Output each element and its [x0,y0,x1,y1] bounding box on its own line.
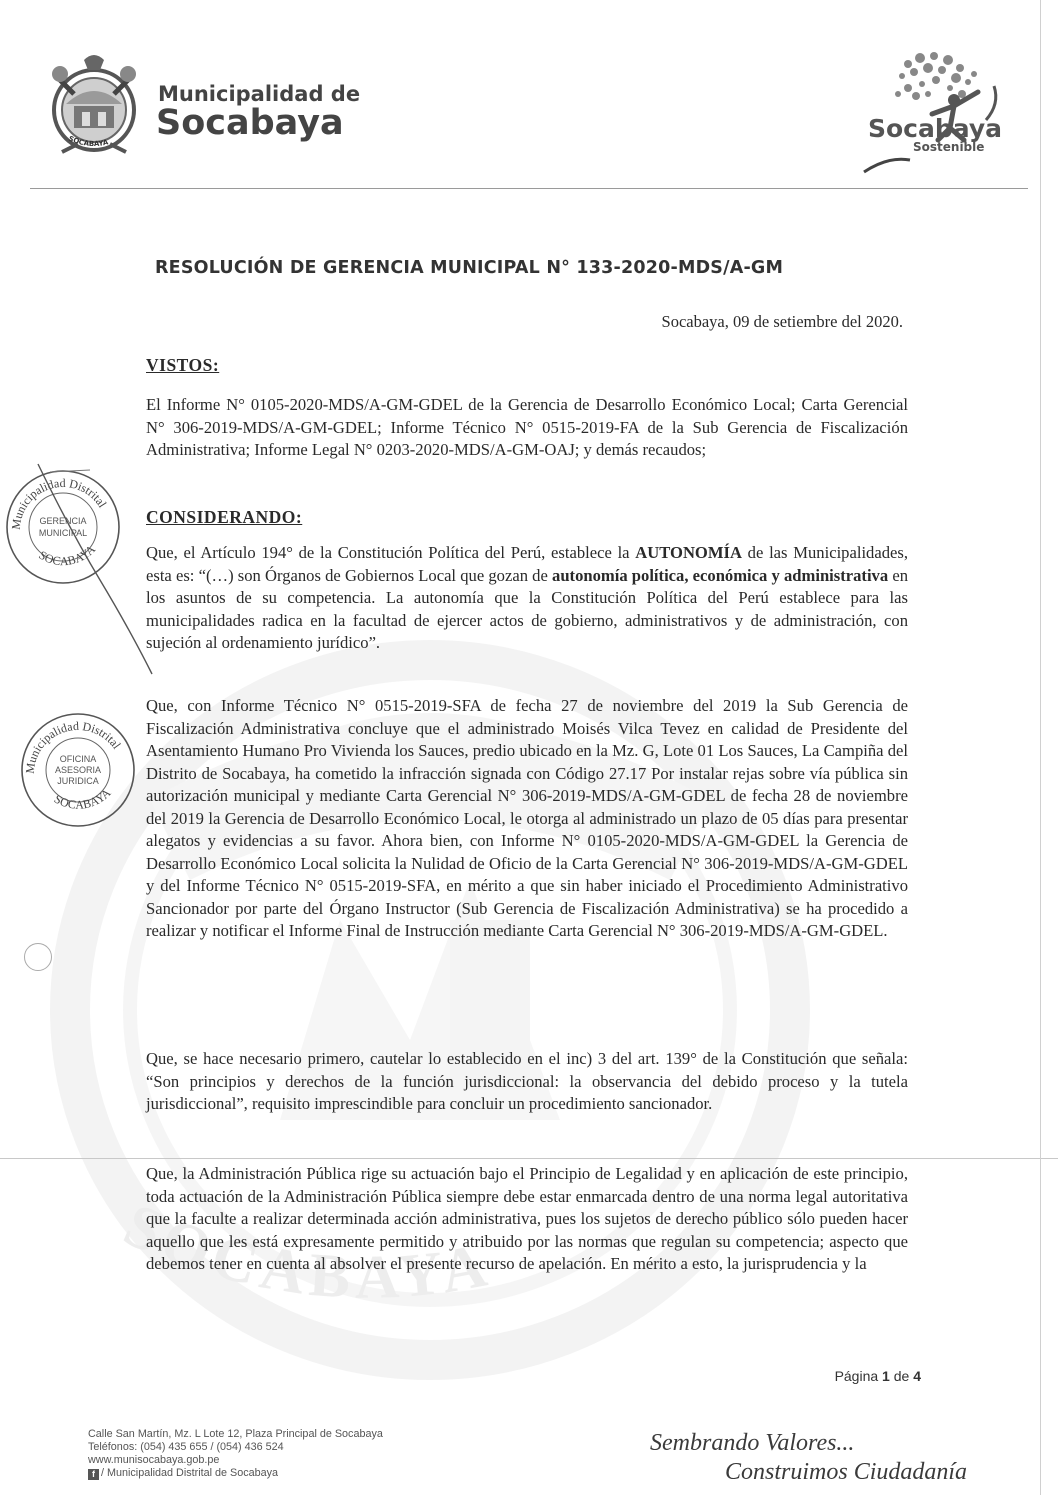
stamp2-top-text: Municipalidad Distrital [22,718,124,775]
vistos-heading: VISTOS: [146,355,220,375]
seal-text: SOCABAYA [67,134,109,149]
stamp1-line1: GERENCIA [39,516,87,526]
paragraph-informe-tecnico: Que, con Informe Técnico N° 0515-2019-SFA de fecha 27 de noviembre del 2019 la Sub Gerencia de Fiscalización Administrativa concluye que el administrado Moisés Vilca Tevez en calidad de Presidente del Asentamiento Humano Pro Vivienda los Sauces, predio ubicado en la Mz. G, Lote 01 Los Sauces, La Campiña del Distrito de Socabaya, ha cometido la infracción signada con Código 27.17 Por instalar rejas sobre vía pública sin autorización municipal y mediante Carta Gerencial N° 306-2019-MDS/A-GM-GDEL de fecha 28 de noviembre del 2019 la Gerencia de Desarrollo Económico Local, le otorga al administrado un plazo de 05 días para presentar alegatos y evidencias a su favor. Ahora bien, con Informe N° 0105-2020-MDS/A-GM-GDEL la Gerencia de Desarrollo Económico Local solicita la Nulidad de Oficio de la Carta Gerencial N° 306-2019-MDS/A-GM-GDEL y del Informe Técnico N° 0515-2019-SFA, en mérito a que sin haber iniciado el Procedimiento Administrativo Sancionador por parte del Órgano Instructor (Sub Gerencia de Fiscalización Administrativa) se ha procedido a realizar y notificar el Informe Final de Instrucción mediante Carta Gerencial N° 306-2019-MDS/A-GM-GDEL. [146,696,908,940]
stamp1-line2: MUNICIPAL [38,528,88,538]
stamp1-bottom-text: SOCABAYA [36,542,99,569]
p1-bold-autonomia-politica: autonomía política, económica y administrativa [552,565,889,585]
stamp2-line2: ASESORIA [54,765,102,775]
slogan-line-1: Sembrando Valores... [650,1430,855,1456]
sostenible-tree-logo [858,44,1014,178]
page-label: Página [834,1368,883,1384]
slogan-line-2: Construimos Ciudadanía [725,1459,968,1485]
footer-facebook: / Municipalidad Distrital de Socabaya [101,1467,279,1479]
p1-text-a: Que, el Artículo 194° de la Constitución Política del Perú, establece la [146,543,636,562]
resolution-title: RESOLUCIÓN DE GERENCIA MUNICIPAL N° 133-2020-MDS/A-GM [155,258,784,278]
footer-contact [88,1428,383,1480]
footer-facebook-row[interactable] [88,1467,383,1480]
header-divider [30,188,1028,189]
watermark-text: SOCABAYA [114,1190,498,1312]
stamp2-line3: JURIDICA [57,776,99,786]
stamp1-top-text: Municipalidad Distrital [8,475,110,531]
page-number [835,1368,921,1384]
municipality-name: Socabaya [156,103,344,143]
stamp2-bottom-text: SOCABAYA [51,785,114,812]
footer-website[interactable]: www.munisocabaya.gob.pe [88,1454,220,1466]
scan-fold-line [0,1158,1058,1159]
page-of: de [889,1368,914,1384]
brand-name: Socabaya [868,114,1003,143]
paragraph-autonomia [146,542,908,655]
paragraph-debido-proceso: Que, se hace necesario primero, cautelar lo establecido en el inc) 3 del art. 139° de la Constitución que señala: “Son principios y derechos de la función jurisdiccional: la observancia del debido proceso y la tutela jurisdiccional”, requisito imprescindible para concluir un procedimiento sancionador. [146,1049,908,1113]
paragraph-principio-legalidad: Que, la Administración Pública rige su actuación bajo el Principio de Legalidad y en aplicación de este principio, toda actuación de la Administración Pública siempre debe estar enmarcada dentro de una norma legal autoritativa que la faculte a realizar determinada acción administrativa, pues los sujetos de derecho público sólo pueden hacer aquello que les está expresamente permitido y atribuido por las normas que regulan su competencia; aspecto que debemos tener en cuenta al absolver el presente recurso de apelación. En mérito a esto, la jurisprudencia y la [146,1164,908,1273]
brand-subtitle: Sostenible [913,140,985,154]
scan-edge-line [1040,0,1041,1495]
stamp2-line1: OFICINA [59,754,97,764]
page-current: 1 [882,1368,890,1384]
considerando-heading: CONSIDERANDO: [146,507,303,527]
footer-address: Calle San Martín, Mz. L Lote 12, Plaza Principal de Socabaya [88,1428,383,1440]
asesoria-juridica-stamp [18,710,138,830]
p1-text-c: de las Municipalidades, esta es: “(…) son Órganos de Gobiernos Local que gozan de [146,543,908,585]
page-total: 4 [913,1368,921,1384]
signature-stroke [30,460,160,680]
municipality-label: Municipalidad de [158,82,361,106]
municipality-seal-logo [40,48,148,166]
vistos-paragraph: El Informe N° 0105-2020-MDS/A-GM-GDEL de la Gerencia de Desarrollo Económico Local; Carta Gerencial N° 306-2019-MDS/A-GM-GDEL; Informe Técnico N° 0515-2019-FA de la Sub Gerencia de Fiscalización Administrativa; Informe Legal N° 0203-2020-MDS/A-GM-OAJ; y demás recaudos; [146,395,908,459]
punch-hole-mark [24,943,52,971]
resolution-date: Socabaya, 09 de setiembre del 2020. [661,312,903,331]
footer-phones: Teléfonos: (054) 435 655 / (054) 436 524 [88,1441,284,1453]
svg-text:SOCABAYA [52,785,114,811]
facebook-icon: f [88,1469,99,1480]
p1-bold-autonomia: AUTONOMÍA [635,543,742,562]
p1-text-d: en los asuntos de su competencia. La autonomía que la Constitución Política del Perú establece para las municipalidades radica en la facultad de ejercer actos de gobierno, administrativos y de administración, con sujeción al ordenamiento jurídico”. [146,565,908,652]
